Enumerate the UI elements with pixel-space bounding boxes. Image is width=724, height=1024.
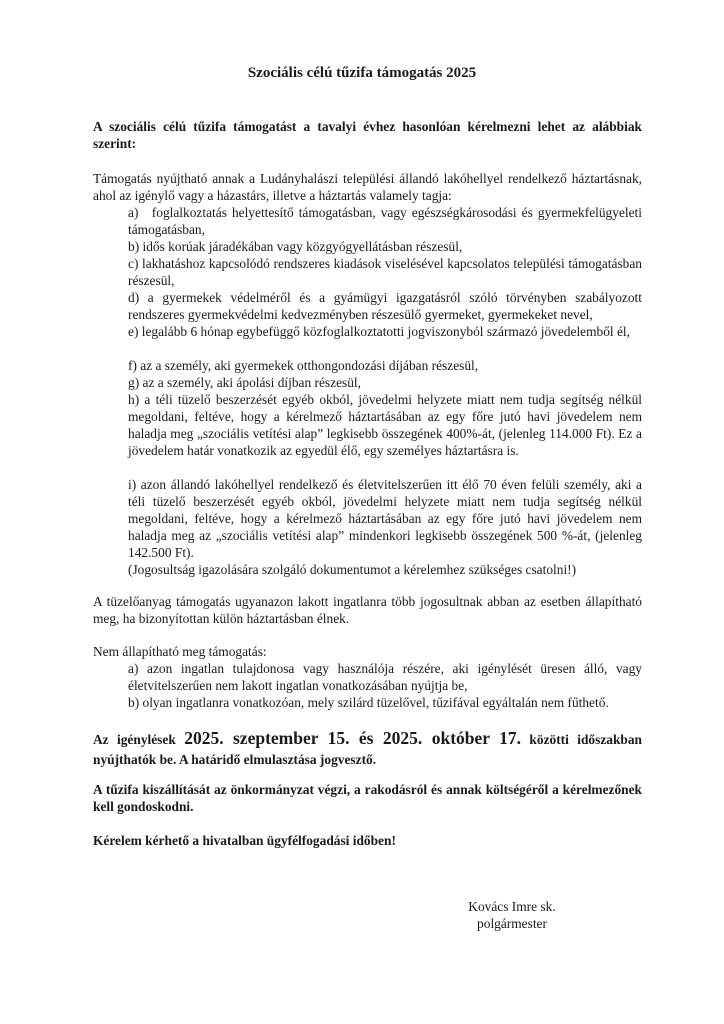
eligibility-item-b: b) idős korúak járadékában vagy közgyógyellátásban részesül, [128, 239, 463, 254]
eligibility-item-g: g) az a személy, aki ápolási díjban részesül, [128, 375, 362, 390]
office-paragraph: Kérelem kérhető a hivatalban ügyfélfogadási időben! [93, 833, 396, 848]
deadline-prefix: Az igénylések [93, 732, 185, 747]
not-eligible-item-b: b) olyan ingatlanra vonatkozóan, mely szilárd tüzelővel, tűzifával egyáltalán nem fűthető. [128, 695, 609, 710]
deadline-paragraph [93, 728, 642, 770]
delivery-paragraph: A tűzifa kiszállítását az önkormányzat végzi, a rakodásról és annak költségéről a kérelmezőnek kell gondoskodni. [93, 782, 642, 814]
eligibility-lead: Támogatás nyújtható annak a Ludányhalászi települési állandó lakóhellyel rendelkező háztartásnak, ahol az igénylő vagy a házastárs, illetve a háztartás valamely tagja: [93, 171, 642, 203]
eligibility-item-c: c) lakhatáshoz kapcsolódó rendszeres kiadások viselésével kapcsolatos települési támogatásban részesül, [128, 256, 642, 288]
not-eligible-lead: Nem állapítható meg támogatás: [93, 644, 267, 659]
documentation-note: (Jogosultság igazolására szolgáló dokumentumot a kérelemhez szükséges csatolni!) [128, 562, 577, 577]
eligibility-item-h: h) a téli tüzelő beszerzését egyéb okból, jövedelmi helyzete miatt nem tudja segítség nélkül megoldani, feltéve, hogy a kérelmező háztartásában az egy főre jutó havi jövedelem nem haladja meg „szociális vetítési alap” legkisebb összegének 400%-át, (jelenleg 114.000 Ft). Ez a jövedelem határ vonatkozik az egyedül élő, egy személyes háztartásra is. [128, 392, 642, 458]
not-eligible-item-a: a) azon ingatlan tulajdonosa vagy használója részére, aki igénylését üresen álló, vagy életvitelszerűen nem lakott ingatlan vonatkozásában nyújtja be, [128, 661, 642, 693]
signature-role: polgármester [477, 916, 547, 931]
intro-paragraph: A szociális célú tűzifa támogatást a tavalyi évhez hasonlóan kérelmezni lehet az alábbiak szerint: [93, 119, 642, 151]
multi-household-paragraph: A tüzelőanyag támogatás ugyanazon lakott ingatlanra több jogosultnak abban az esetben állapítható meg, ha bizonyítottan külön háztartásban élnek. [93, 594, 642, 626]
document-title: Szociális célú tűzifa támogatás 2025 [247, 65, 477, 81]
deadline-suffix: közötti időszakban nyújthatók be. A határidő elmulasztása jogvesztő. [93, 732, 642, 767]
signature-name: Kovács Imre sk. [468, 899, 556, 914]
eligibility-item-e: e) legalább 6 hónap egybefüggő közfoglalkoztatotti jogviszonyból származó jövedelemből él, [128, 324, 630, 339]
eligibility-item-a: a) foglalkoztatás helyettesítő támogatásban, vagy egészségkárosodási és gyermekfelügyeleti támogatásban, [128, 205, 642, 237]
eligibility-item-d: d) a gyermekek védelméről és a gyámügyi igazgatásról szóló törvényben szabályozott rendszeres gyermekvédelmi kedvezményben részesülő gyermeket, gyermekeket nevel, [128, 290, 642, 322]
deadline-dates: 2025. szeptember 15. és 2025. október 17. [184, 728, 522, 748]
eligibility-item-i: i) azon állandó lakóhellyel rendelkező és életvitelszerűen itt élő 70 éven felüli személy, aki a téli tüzelő beszerzését egyéb okból, jövedelmi helyzete miatt nem tudja segítség nélkül megoldani, feltéve, hogy a kérelmező háztartásában az egy főre jutó havi jövedelem nem haladja meg az „szociális vetítési alap” mindenkori legkisebb összegének 500 %-át, (jelenleg 142.500 Ft). [128, 477, 642, 560]
eligibility-item-f: f) az a személy, aki gyermekek otthongondozási díjában részesül, [128, 358, 479, 373]
